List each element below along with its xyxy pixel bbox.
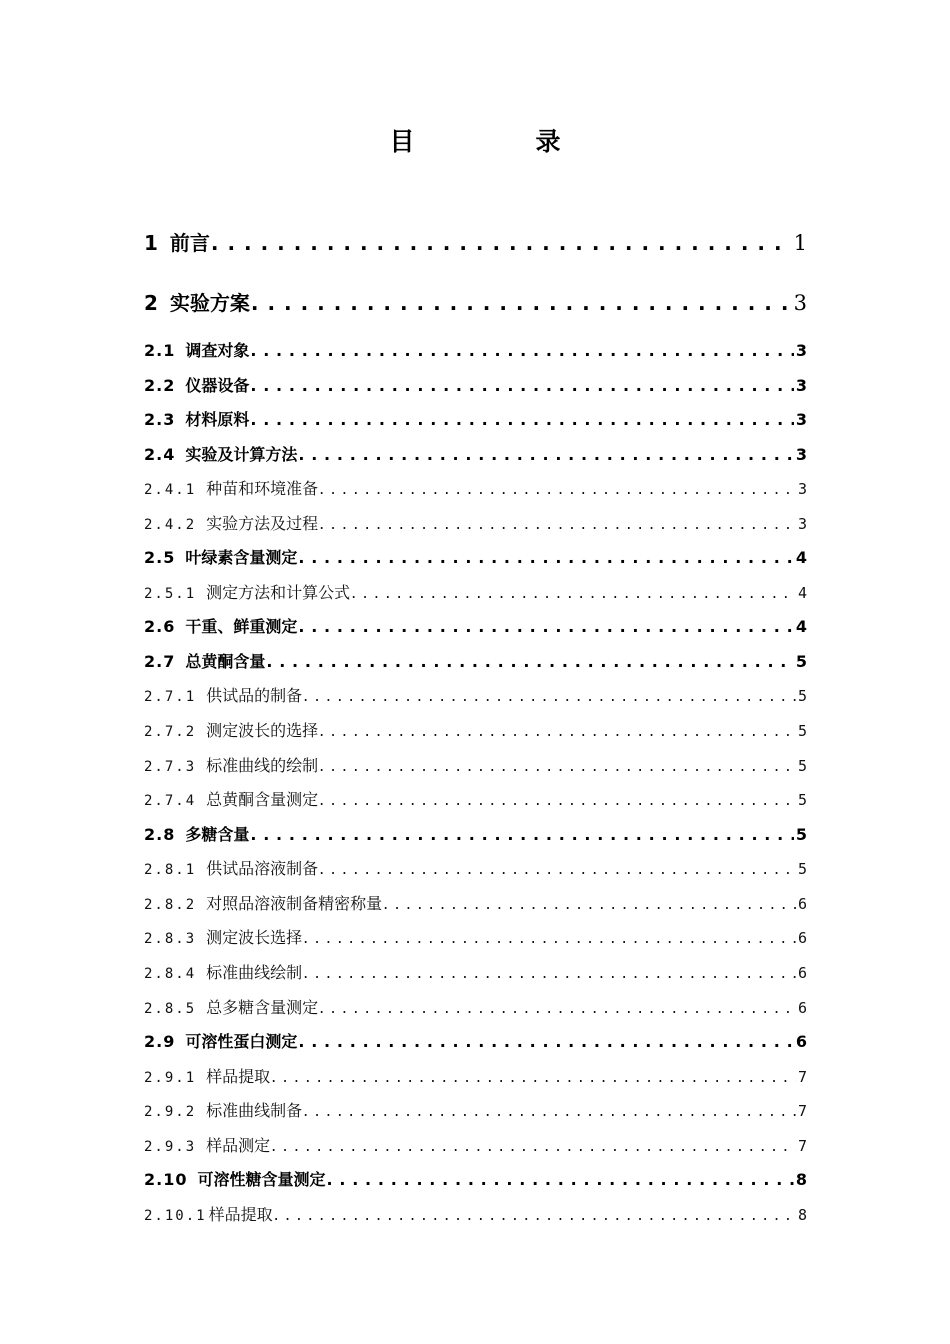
toc-entry-page: 8 xyxy=(797,1206,807,1224)
toc-entry-number: 2.7.2 xyxy=(144,724,197,740)
toc-entry-page: 5 xyxy=(795,652,807,671)
toc-entry[interactable] xyxy=(144,513,807,536)
toc-entry-title: 叶绿素含量测定 xyxy=(185,548,298,567)
toc-entry-title: 调查对象 xyxy=(185,341,250,360)
dot-leader xyxy=(383,893,796,915)
toc-entry[interactable] xyxy=(144,858,807,881)
toc-entry[interactable] xyxy=(144,375,807,397)
toc-entry-title: 测定波长选择 xyxy=(206,928,303,947)
toc-entry-number: 2.4.1 xyxy=(144,482,197,498)
toc-entry-title: 仪器设备 xyxy=(185,376,250,395)
toc-title: 目 录 xyxy=(389,127,609,156)
toc-entry-page: 4 xyxy=(797,584,807,602)
toc-entry[interactable] xyxy=(144,230,807,256)
toc-entry-title: 实验及计算方法 xyxy=(185,445,298,464)
toc-entry-page: 3 xyxy=(793,291,807,315)
toc-entry-title: 标准曲线的绘制 xyxy=(206,756,319,775)
toc-entry-number: 2.7.4 xyxy=(144,793,197,809)
dot-leader xyxy=(266,651,794,673)
dot-leader xyxy=(271,1135,796,1157)
dot-leader xyxy=(327,1169,794,1191)
toc-entry-title: 实验方法及过程 xyxy=(206,514,319,533)
toc-entry[interactable] xyxy=(144,651,807,673)
dot-leader xyxy=(251,290,792,316)
toc-entry[interactable] xyxy=(144,824,807,846)
toc-entry-number: 2.8.1 xyxy=(144,862,197,878)
dot-leader xyxy=(298,444,794,466)
toc-entry[interactable] xyxy=(144,478,807,501)
toc-entry-number: 2.1 xyxy=(144,341,176,360)
toc-entry[interactable] xyxy=(144,1204,807,1227)
toc-entry[interactable] xyxy=(144,582,807,605)
toc-entry-page: 3 xyxy=(795,341,807,360)
toc-entry[interactable] xyxy=(144,789,807,812)
toc-entry-number: 2.7.3 xyxy=(144,759,197,775)
toc-entry-number: 2.4.2 xyxy=(144,517,197,533)
dot-leader xyxy=(319,789,796,811)
dot-leader xyxy=(303,962,796,984)
toc-entry-title: 样品提取 xyxy=(206,1067,271,1086)
toc-entry-page: 5 xyxy=(797,791,807,809)
toc-entry[interactable] xyxy=(144,997,807,1020)
toc-entry-number: 2.8 xyxy=(144,825,176,844)
dot-leader xyxy=(319,755,796,777)
toc-entry-number: 2.5.1 xyxy=(144,586,197,602)
toc-entry-title: 前言 xyxy=(169,231,210,255)
dot-leader xyxy=(319,513,796,535)
dot-leader xyxy=(211,230,792,256)
dot-leader xyxy=(319,997,796,1019)
dot-leader xyxy=(303,927,796,949)
toc-entry-title: 实验方案 xyxy=(169,291,250,315)
toc-entry-page: 3 xyxy=(797,480,807,498)
toc-entry-number: 2.9.1 xyxy=(144,1070,197,1086)
toc-entry[interactable] xyxy=(144,1135,807,1158)
dot-leader xyxy=(303,1100,796,1122)
toc-entry-title: 测定方法和计算公式 xyxy=(206,583,351,602)
dot-leader xyxy=(250,340,794,362)
toc-entry-number: 2.8.2 xyxy=(144,897,197,913)
dot-leader xyxy=(271,1066,796,1088)
toc-entry-page: 6 xyxy=(797,964,807,982)
dot-leader xyxy=(319,858,796,880)
dot-leader xyxy=(298,547,794,569)
toc-entry[interactable] xyxy=(144,444,807,466)
toc-entry-title: 供试品的制备 xyxy=(206,686,303,705)
toc-entry-number: 2.2 xyxy=(144,376,176,395)
toc-entry-page: 7 xyxy=(797,1102,807,1120)
toc-entry-number: 2.8.3 xyxy=(144,931,197,947)
toc-entry-number: 2 xyxy=(144,291,158,315)
toc-entry-number: 2.10.1 xyxy=(144,1208,207,1224)
dot-leader xyxy=(319,478,796,500)
toc-entry-title: 可溶性糖含量测定 xyxy=(197,1170,326,1189)
dot-leader xyxy=(250,824,794,846)
toc-entry-page: 6 xyxy=(795,1032,807,1051)
toc-entry-page: 6 xyxy=(797,929,807,947)
toc-entry-page: 1 xyxy=(793,231,807,255)
dot-leader xyxy=(250,409,794,431)
toc-entry-page: 7 xyxy=(797,1068,807,1086)
toc-entry[interactable] xyxy=(144,547,807,569)
toc-entry-title: 标准曲线制备 xyxy=(206,1101,303,1120)
toc-entry[interactable] xyxy=(144,409,807,431)
toc-entry-page: 7 xyxy=(797,1137,807,1155)
toc-entry-page: 5 xyxy=(797,757,807,775)
toc-entry-number: 2.5 xyxy=(144,548,176,567)
toc-entry-number: 2.7 xyxy=(144,652,176,671)
toc-entry[interactable] xyxy=(144,685,807,708)
toc-entry-page: 6 xyxy=(797,895,807,913)
toc-entry-title: 标准曲线绘制 xyxy=(206,963,303,982)
dot-leader xyxy=(274,1204,796,1226)
toc-entry-title: 供试品溶液制备 xyxy=(206,859,319,878)
toc-entry[interactable] xyxy=(144,755,807,778)
toc-entry-title: 样品提取 xyxy=(208,1205,273,1224)
dot-leader xyxy=(298,1031,794,1053)
toc-entry-page: 3 xyxy=(795,410,807,429)
toc-entry[interactable] xyxy=(144,616,807,638)
dot-leader xyxy=(351,582,796,604)
toc-entry[interactable] xyxy=(144,720,807,743)
toc-entry-title: 多糖含量 xyxy=(185,825,250,844)
toc-entry[interactable] xyxy=(144,1169,807,1191)
toc-entry-title: 对照品溶液制备精密称量 xyxy=(206,894,383,913)
toc-entry-page: 6 xyxy=(797,999,807,1017)
toc-entry-title: 种苗和环境准备 xyxy=(206,479,319,498)
toc-entry[interactable] xyxy=(144,290,807,316)
toc-entry-number: 2.4 xyxy=(144,445,176,464)
toc-entry-title: 样品测定 xyxy=(206,1136,271,1155)
toc-entry-number: 2.3 xyxy=(144,410,176,429)
toc-entry[interactable] xyxy=(144,340,807,362)
toc-entry[interactable] xyxy=(144,1031,807,1053)
toc-entry[interactable] xyxy=(144,962,807,985)
toc-entry-title: 干重、鲜重测定 xyxy=(185,617,298,636)
toc-entry-page: 5 xyxy=(797,722,807,740)
dot-leader xyxy=(319,720,796,742)
toc-entry-title: 可溶性蛋白测定 xyxy=(185,1032,298,1051)
toc-entry-page: 5 xyxy=(797,687,807,705)
toc-entry-number: 2.6 xyxy=(144,617,176,636)
toc-entry-page: 5 xyxy=(797,860,807,878)
toc-entry-page: 3 xyxy=(795,445,807,464)
toc-entry-page: 3 xyxy=(797,515,807,533)
toc-entry-number: 2.9.3 xyxy=(144,1139,197,1155)
dot-leader xyxy=(303,685,796,707)
toc-entry-number: 2.9.2 xyxy=(144,1104,197,1120)
dot-leader xyxy=(298,616,794,638)
toc-entry-number: 2.8.5 xyxy=(144,1001,197,1017)
toc-entry-page: 5 xyxy=(795,825,807,844)
toc-entry-page: 4 xyxy=(795,617,807,636)
toc-entry-title: 总黄酮含量 xyxy=(185,652,266,671)
toc-entry[interactable] xyxy=(144,1100,807,1123)
toc-entry-number: 2.9 xyxy=(144,1032,176,1051)
toc-entry-number: 1 xyxy=(144,231,158,255)
toc-entry[interactable] xyxy=(144,1066,807,1089)
toc-entry-page: 4 xyxy=(795,548,807,567)
toc-entry-number: 2.7.1 xyxy=(144,689,197,705)
toc-entry[interactable] xyxy=(144,927,807,950)
toc-entry-page: 8 xyxy=(795,1170,807,1189)
toc-entry-page: 3 xyxy=(795,376,807,395)
toc-entry-number: 2.10 xyxy=(144,1170,188,1189)
toc-entry-title: 材料原料 xyxy=(185,410,250,429)
toc-entry-title: 总黄酮含量测定 xyxy=(206,790,319,809)
toc-entry[interactable] xyxy=(144,893,807,916)
toc-entry-title: 总多糖含量测定 xyxy=(206,998,319,1017)
toc-entry-title: 测定波长的选择 xyxy=(206,721,319,740)
toc-entry-number: 2.8.4 xyxy=(144,966,197,982)
dot-leader xyxy=(250,375,794,397)
